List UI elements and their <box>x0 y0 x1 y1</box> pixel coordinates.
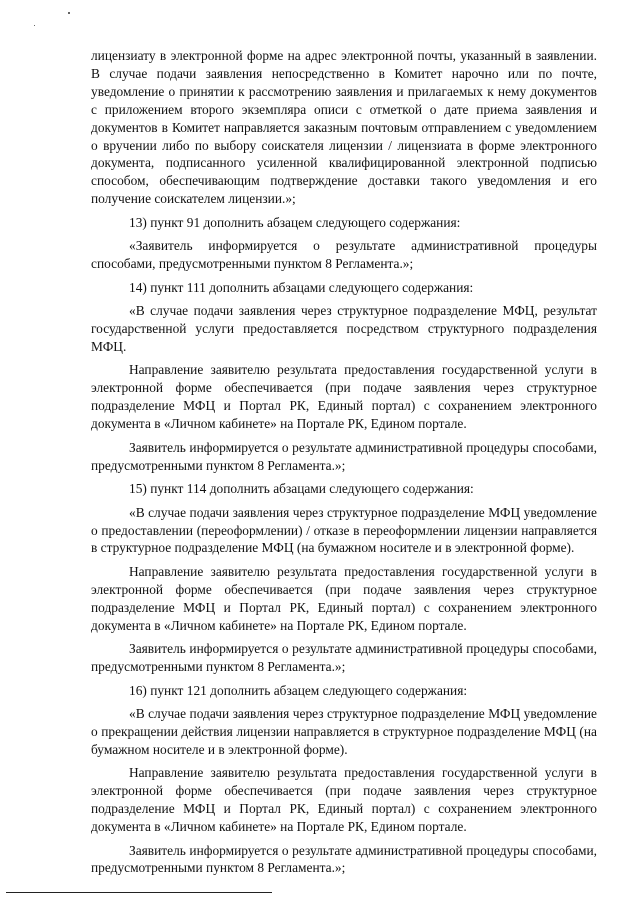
quoted-paragraph: «В случае подачи заявления через структурное подразделение МФЦ уведомление о предоставлении (переоформлении) / отказе в переоформлении лицензии направляется в структурное подразделение МФЦ (на бумажном носителе и в электронной форме). <box>91 504 597 556</box>
quoted-paragraph: Заявитель информируется о результате административной процедуры способами, предусмотренными пунктом 8 Регламента.»; <box>91 842 597 876</box>
scan-speck <box>68 12 70 14</box>
quoted-paragraph: Заявитель информируется о результате административной процедуры способами, предусмотренными пунктом 8 Регламента.»; <box>91 439 597 473</box>
quoted-paragraph: Заявитель информируется о результате административной процедуры способами, предусмотренными пунктом 8 Регламента.»; <box>91 641 597 675</box>
amendment-item-14: 14) пункт 111 дополнить абзацами следующего содержания: <box>129 279 474 295</box>
amendment-item-15: 15) пункт 114 дополнить абзацами следующего содержания: <box>129 481 474 497</box>
quoted-paragraph: «В случае подачи заявления через структурное подразделение МФЦ, результат государственной услуги предоставляется посредством структурного подразделения МФЦ. <box>91 303 597 354</box>
paragraph-continuation: лицензиату в электронной форме на адрес электронной почты, указанный в заявлении. В случае подачи заявления непосредственно в Комитет нарочно или по почте, уведомление о принятии к рассмотрению заявления и прилагаемых к нему документов с приложением второго экземпляра описи с отметкой о дате приема заявления и документов в Комитет направляется заказным почтовым отправлением с уведомлением о вручении либо по выбору соискателя лицензии / лицензиата в форме электронного документа, подписанного усиленной квалифицированной электронной подписью способом, обеспечивающим подтверждение доставки такого уведомления и его получение соискателем лицензии.»; <box>91 48 597 207</box>
document-body <box>91 47 597 883</box>
quoted-paragraph: Направление заявителю результата предоставления государственной услуги в электронной форме обеспечивается (при подаче заявления через структурное подразделение МФЦ и Портал РК, Единый портал) с сохранением электронного документа в «Личном кабинете» на Портале РК, Едином портале. <box>91 362 597 432</box>
footnote-separator-line <box>6 892 272 893</box>
quoted-paragraph: «Заявитель информируется о результате административной процедуры способами, предусмотренными пунктом 8 Регламента.»; <box>91 238 597 272</box>
quoted-paragraph: Направление заявителю результата предоставления государственной услуги в электронной форме обеспечивается (при подаче заявления через структурное подразделение МФЦ и Портал РК, Единый портал) с сохранением электронного документа в «Личном кабинете» на Портале РК, Едином портале. <box>91 563 597 633</box>
quoted-paragraph: «В случае подачи заявления через структурное подразделение МФЦ уведомление о прекращении действия лицензии направляется в структурное подразделение МФЦ (на бумажном носителе и в электронной форме). <box>91 706 597 757</box>
amendment-item-13: 13) пункт 91 дополнить абзацем следующего содержания: <box>129 214 461 230</box>
scan-speck <box>34 25 35 26</box>
quoted-paragraph: Направление заявителю результата предоставления государственной услуги в электронной форме обеспечивается (при подаче заявления через структурное подразделение МФЦ и Портал РК, Единый портал) с сохранением электронного документа в «Личном кабинете» на Портале РК, Едином портале. <box>91 765 597 835</box>
amendment-item-16: 16) пункт 121 дополнить абзацем следующего содержания: <box>129 682 468 698</box>
